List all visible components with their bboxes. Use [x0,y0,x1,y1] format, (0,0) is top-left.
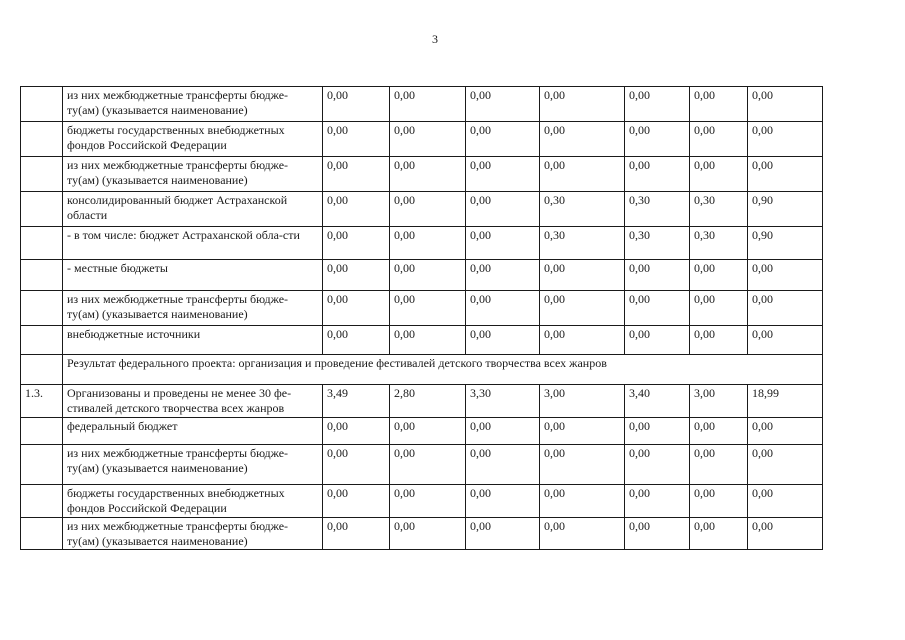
value-cell: 0,00 [690,445,748,485]
table-row [21,385,823,418]
row-label: бюджеты государственных внебюджетных фондов Российской Федерации [63,485,323,518]
row-number-cell [21,326,63,355]
value-cell: 0,30 [540,227,625,260]
value-cell: 2,80 [390,385,466,418]
value-cell: 3,30 [466,385,540,418]
value-cell: 0,00 [690,157,748,192]
value-cell: 0,00 [390,518,466,550]
row-number-cell [21,291,63,326]
row-label: - в том числе: бюджет Астраханской обла-сти [63,227,323,260]
table-row [21,445,823,485]
value-cell: 0,00 [466,157,540,192]
value-cell: 0,30 [540,192,625,227]
value-cell: 0,00 [323,122,390,157]
value-cell: 0,00 [690,291,748,326]
value-cell: 0,00 [390,260,466,291]
value-cell: 0,00 [748,122,823,157]
value-cell: 0,30 [625,227,690,260]
value-cell: 0,90 [748,192,823,227]
value-cell: 0,00 [748,445,823,485]
value-cell: 0,00 [390,157,466,192]
table-body [21,87,823,550]
value-cell: 0,00 [540,157,625,192]
value-cell: 0,00 [390,291,466,326]
row-label: из них межбюджетные трансферты бюдже-ту(ам) (указывается наименование) [63,445,323,485]
value-cell: 0,00 [690,87,748,122]
value-cell: 0,00 [390,485,466,518]
value-cell: 0,00 [540,445,625,485]
row-number-cell [21,227,63,260]
row-number-cell [21,485,63,518]
value-cell: 0,00 [466,227,540,260]
row-label: из них межбюджетные трансферты бюдже-ту(ам) (указывается наименование) [63,291,323,326]
value-cell: 0,00 [690,122,748,157]
value-cell: 0,00 [625,445,690,485]
value-cell: 0,00 [466,418,540,445]
value-cell: 0,00 [323,260,390,291]
value-cell: 0,00 [323,445,390,485]
value-cell: 0,00 [466,291,540,326]
value-cell: 0,00 [390,122,466,157]
row-number-cell [21,418,63,445]
value-cell: 0,00 [625,157,690,192]
row-label: внебюджетные источники [63,326,323,355]
row-label: из них межбюджетные трансферты бюдже-ту(ам) (указывается наименование) [63,518,323,550]
row-label: - местные бюджеты [63,260,323,291]
value-cell: 0,00 [323,518,390,550]
value-cell: 0,00 [323,157,390,192]
value-cell: 0,00 [540,418,625,445]
value-cell: 0,00 [466,122,540,157]
row-label: федеральный бюджет [63,418,323,445]
row-number-cell [21,518,63,550]
table-row [21,485,823,518]
value-cell: 0,00 [748,485,823,518]
row-label: консолидированный бюджет Астраханской области [63,192,323,227]
value-cell: 0,30 [625,192,690,227]
value-cell: 0,00 [323,291,390,326]
value-cell: 0,00 [323,87,390,122]
value-cell: 0,00 [466,518,540,550]
row-number-cell [21,355,63,385]
value-cell: 0,00 [625,87,690,122]
value-cell: 0,30 [690,192,748,227]
result-row [21,355,823,385]
value-cell: 3,00 [690,385,748,418]
value-cell: 0,00 [748,157,823,192]
value-cell: 0,00 [323,418,390,445]
table-row [21,518,823,550]
value-cell: 0,00 [390,445,466,485]
value-cell: 0,00 [748,87,823,122]
value-cell: 0,00 [323,192,390,227]
table-row [21,192,823,227]
value-cell: 0,00 [625,326,690,355]
page-number: 3 [432,32,438,46]
result-label: Результат федерального проекта: организация и проведение фестивалей детского творчества всех жанров [63,355,823,385]
value-cell: 0,00 [466,192,540,227]
value-cell: 0,90 [748,227,823,260]
value-cell: 0,00 [390,227,466,260]
row-label: из них межбюджетные трансферты бюдже-ту(ам) (указывается наименование) [63,87,323,122]
table-row [21,260,823,291]
value-cell: 0,00 [625,418,690,445]
value-cell: 18,99 [748,385,823,418]
value-cell: 0,00 [540,291,625,326]
row-number-cell [21,157,63,192]
value-cell: 0,00 [625,122,690,157]
value-cell: 0,00 [540,326,625,355]
value-cell: 0,00 [625,260,690,291]
table-row [21,122,823,157]
table-row [21,227,823,260]
value-cell: 0,00 [690,418,748,445]
value-cell: 0,00 [466,87,540,122]
value-cell: 0,00 [390,87,466,122]
value-cell: 0,00 [748,291,823,326]
value-cell: 0,00 [323,326,390,355]
row-number-cell [21,260,63,291]
value-cell: 0,00 [540,87,625,122]
table-row [21,418,823,445]
row-label: из них межбюджетные трансферты бюдже-ту(ам) (указывается наименование) [63,157,323,192]
value-cell: 0,00 [625,485,690,518]
value-cell: 0,00 [323,227,390,260]
value-cell: 0,30 [690,227,748,260]
value-cell: 0,00 [390,326,466,355]
value-cell: 0,00 [748,418,823,445]
value-cell: 3,00 [540,385,625,418]
value-cell: 0,00 [625,291,690,326]
value-cell: 0,00 [540,260,625,291]
row-number-cell [21,192,63,227]
budget-table [20,86,823,550]
value-cell: 0,00 [466,326,540,355]
value-cell: 0,00 [748,326,823,355]
value-cell: 0,00 [390,192,466,227]
row-number-cell [21,445,63,485]
value-cell: 3,40 [625,385,690,418]
table-row [21,87,823,122]
value-cell: 0,00 [540,122,625,157]
value-cell: 0,00 [690,326,748,355]
value-cell: 0,00 [390,418,466,445]
row-number-cell [21,122,63,157]
value-cell: 0,00 [690,260,748,291]
table-row [21,157,823,192]
value-cell: 0,00 [540,485,625,518]
row-label: Организованы и проведены не менее 30 фе-стивалей детского творчества всех жанров [63,385,323,418]
row-label: бюджеты государственных внебюджетных фондов Российской Федерации [63,122,323,157]
table-row [21,291,823,326]
value-cell: 0,00 [748,518,823,550]
value-cell: 0,00 [466,260,540,291]
value-cell: 0,00 [466,485,540,518]
value-cell: 3,49 [323,385,390,418]
value-cell: 0,00 [690,518,748,550]
value-cell: 0,00 [466,445,540,485]
value-cell: 0,00 [748,260,823,291]
value-cell: 0,00 [625,518,690,550]
row-number-cell: 1.3. [21,385,63,418]
value-cell: 0,00 [323,485,390,518]
value-cell: 0,00 [540,518,625,550]
value-cell: 0,00 [690,485,748,518]
row-number-cell [21,87,63,122]
table-row [21,326,823,355]
